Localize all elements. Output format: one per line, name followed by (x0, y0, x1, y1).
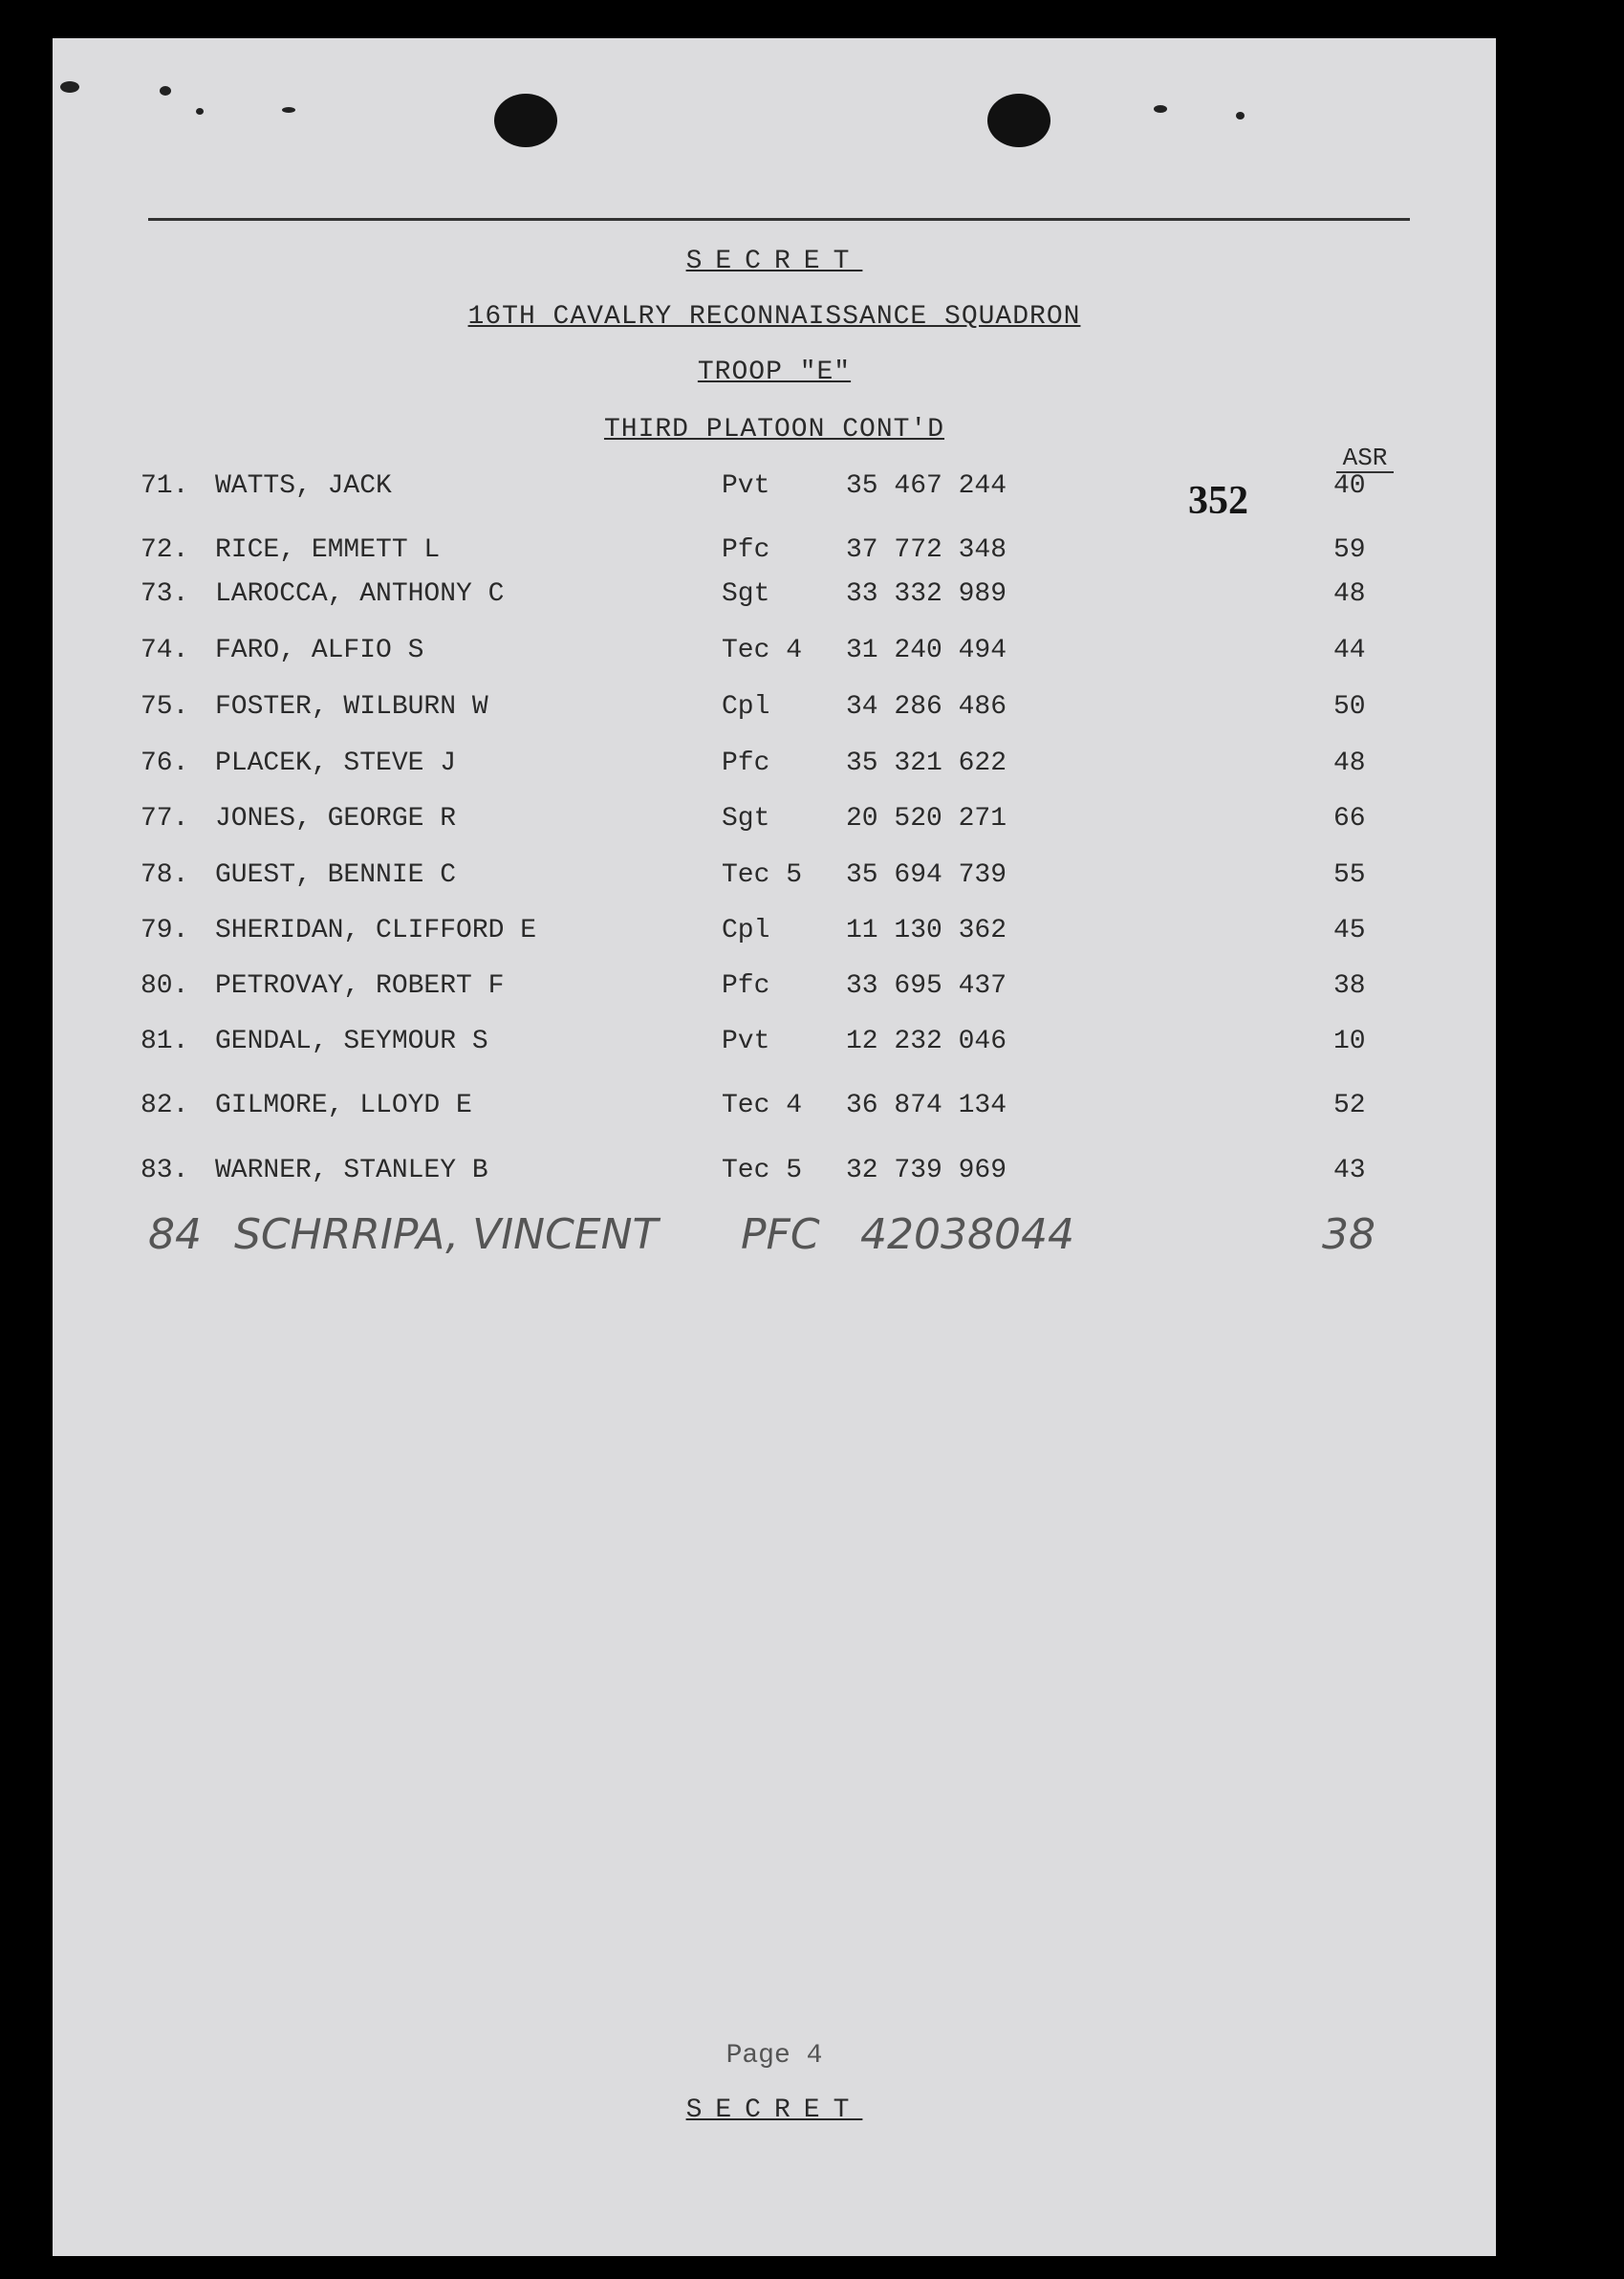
row-number: 73. (141, 579, 189, 609)
asr-score: 59 (1333, 535, 1366, 565)
table-row (53, 1156, 1496, 1194)
row-number: 80. (141, 971, 189, 1001)
handwritten-num: 84 (148, 1210, 202, 1259)
table-row (53, 579, 1496, 618)
table-row (53, 971, 1496, 1009)
serial-number: 31 240 494 (846, 636, 1007, 665)
speck (1236, 112, 1245, 119)
unit-heading: 16TH CAVALRY RECONNAISSANCE SQUADRON (467, 302, 1081, 332)
row-number: 74. (141, 636, 189, 665)
handwritten-asr: 38 (1322, 1210, 1375, 1259)
serial-number: 36 874 134 (846, 1091, 1007, 1120)
punch-hole-left (494, 94, 557, 147)
table-row (53, 692, 1496, 730)
soldier-rank: Pvt (722, 471, 770, 501)
soldier-name: PLACEK, STEVE J (215, 749, 457, 778)
speck (1154, 105, 1167, 113)
asr-score: 48 (1333, 579, 1366, 609)
soldier-name: WARNER, STANLEY B (215, 1156, 488, 1185)
serial-number: 11 130 362 (846, 916, 1007, 945)
table-row (53, 471, 1496, 510)
soldier-rank: Cpl (722, 692, 770, 722)
serial-number: 33 332 989 (846, 579, 1007, 609)
asr-score: 38 (1333, 971, 1366, 1001)
row-number: 78. (141, 860, 189, 890)
asr-score: 40 (1333, 471, 1366, 501)
soldier-rank: Pfc (722, 749, 770, 778)
soldier-rank: Sgt (722, 579, 770, 609)
serial-number: 35 467 244 (846, 471, 1007, 501)
soldier-name: JONES, GEORGE R (215, 804, 457, 834)
table-row (53, 636, 1496, 674)
speck (60, 81, 79, 93)
soldier-name: RICE, EMMETT L (215, 535, 441, 565)
asr-score: 55 (1333, 860, 1366, 890)
asr-score: 45 (1333, 916, 1366, 945)
row-number: 75. (141, 692, 189, 722)
classification-heading: SECRET (685, 247, 863, 276)
row-number: 82. (141, 1091, 189, 1120)
soldier-name: LAROCCA, ANTHONY C (215, 579, 505, 609)
row-number: 77. (141, 804, 189, 834)
asr-score: 52 (1333, 1091, 1366, 1120)
asr-heading-label: ASR (1336, 445, 1394, 473)
soldier-name: SHERIDAN, CLIFFORD E (215, 916, 537, 945)
serial-number: 33 695 437 (846, 971, 1007, 1001)
handwritten-serial: 42038044 (860, 1210, 1074, 1259)
asr-score: 10 (1333, 1027, 1366, 1056)
speck (160, 86, 171, 96)
speck (196, 108, 204, 115)
handwritten-rank: PFC (741, 1210, 820, 1259)
section-heading: THIRD PLATOON CONT'D (603, 415, 945, 445)
soldier-name: FARO, ALFIO S (215, 636, 424, 665)
serial-number: 35 694 739 (846, 860, 1007, 890)
soldier-rank: Tec 4 (722, 636, 803, 665)
serial-number: 12 232 046 (846, 1027, 1007, 1056)
handwritten-name: SCHRRIPA, VINCENT (234, 1210, 659, 1259)
footer-classification: SECRET (685, 2095, 863, 2125)
soldier-rank: Tec 5 (722, 1156, 803, 1185)
soldier-rank: Cpl (722, 916, 770, 945)
speck (282, 107, 295, 113)
serial-number: 32 739 969 (846, 1156, 1007, 1185)
table-row (53, 1027, 1496, 1065)
troop-heading: TROOP "E" (697, 358, 852, 387)
asr-score: 66 (1333, 804, 1366, 834)
soldier-rank: Pvt (722, 1027, 770, 1056)
asr-score: 50 (1333, 692, 1366, 722)
page-number: Page 4 (725, 2041, 823, 2071)
serial-number: 37 772 348 (846, 535, 1007, 565)
soldier-rank: Tec 4 (722, 1091, 803, 1120)
document-page (53, 38, 1496, 2256)
soldier-rank: Pfc (722, 971, 770, 1001)
soldier-rank: Pfc (722, 535, 770, 565)
soldier-name: WATTS, JACK (215, 471, 392, 501)
row-number: 72. (141, 535, 189, 565)
row-number: 71. (141, 471, 189, 501)
table-row (53, 860, 1496, 899)
row-number: 79. (141, 916, 189, 945)
table-row (53, 916, 1496, 954)
soldier-rank: Sgt (722, 804, 770, 834)
table-row (53, 804, 1496, 842)
asr-score: 44 (1333, 636, 1366, 665)
row-number: 83. (141, 1156, 189, 1185)
stamp-number: 352 (1188, 479, 1248, 523)
soldier-name: FOSTER, WILBURN W (215, 692, 488, 722)
serial-number: 34 286 486 (846, 692, 1007, 722)
table-row (53, 535, 1496, 574)
soldier-name: GENDAL, SEYMOUR S (215, 1027, 488, 1056)
row-number: 81. (141, 1027, 189, 1056)
table-row (53, 1091, 1496, 1129)
table-row (53, 749, 1496, 787)
serial-number: 20 520 271 (846, 804, 1007, 834)
asr-score: 43 (1333, 1156, 1366, 1185)
row-number: 76. (141, 749, 189, 778)
soldier-name: PETROVAY, ROBERT F (215, 971, 505, 1001)
soldier-rank: Tec 5 (722, 860, 803, 890)
asr-score: 48 (1333, 749, 1366, 778)
soldier-name: GILMORE, LLOYD E (215, 1091, 472, 1120)
serial-number: 35 321 622 (846, 749, 1007, 778)
asr-column-heading (1336, 445, 1394, 473)
punch-hole-right (987, 94, 1050, 147)
soldier-name: GUEST, BENNIE C (215, 860, 457, 890)
header-rule (148, 218, 1410, 221)
